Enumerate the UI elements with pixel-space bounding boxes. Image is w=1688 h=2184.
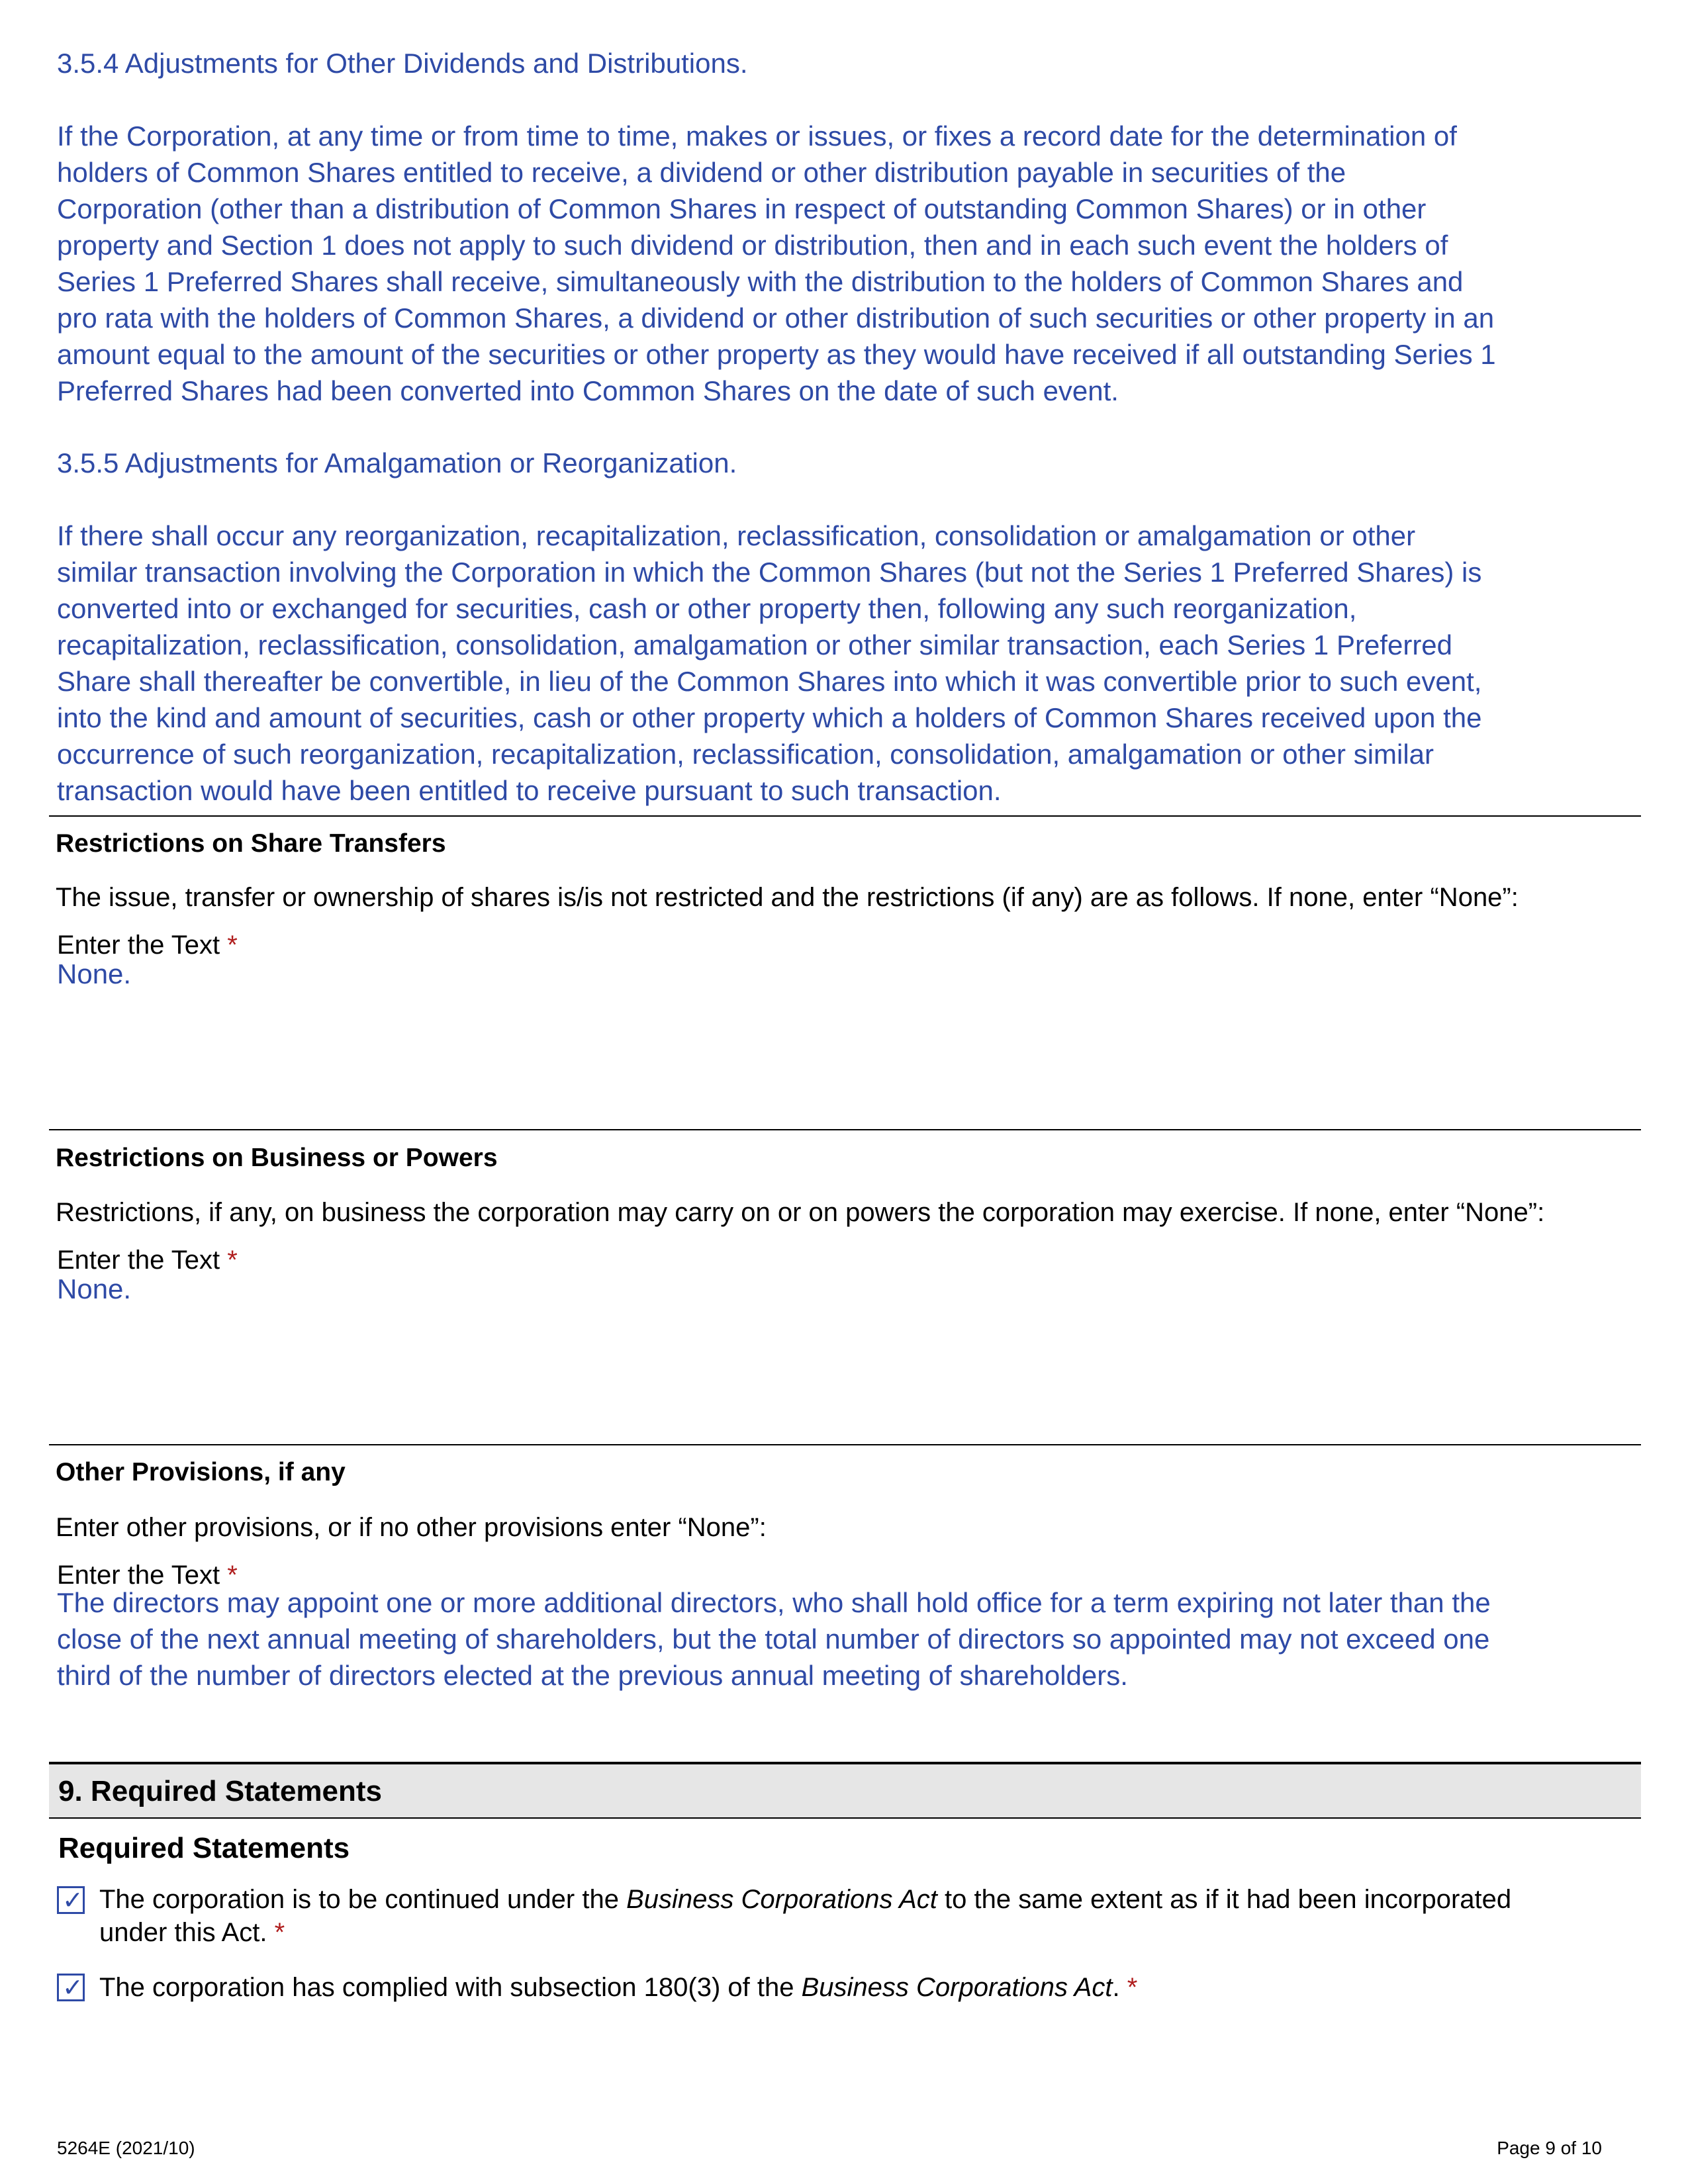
business-powers-field-label — [57, 1244, 238, 1276]
section-band — [49, 1762, 1641, 1819]
share-transfers-text-field[interactable]: None. — [57, 958, 132, 989]
business-powers-text-field[interactable]: None. — [57, 1273, 132, 1304]
body-line: recapitalization, reclassification, consolidation, amalgamation or other similar transaction, each Series 1 Preferred — [57, 629, 1453, 660]
statement-1-text — [99, 1883, 1511, 1949]
section-heading-3-5-4: 3.5.4 Adjustments for Other Dividends and Distributions. — [57, 48, 748, 79]
statement-text: under this Act. — [99, 1918, 267, 1947]
page-number: Page 9 of 10 — [1497, 2138, 1602, 2158]
body-line: If there shall occur any reorganization, recapitalization, reclassification, consolidation or amalgamation or other — [57, 520, 1416, 551]
field-label-text: Enter the Text — [57, 1246, 220, 1275]
body-line: holders of Common Shares entitled to receive, a dividend or other distribution payable in securities of the — [57, 157, 1346, 188]
required-asterisk: * — [274, 1918, 285, 1947]
statement-text: The corporation is to be continued under the — [99, 1885, 627, 1914]
business-powers-label: Restrictions on Business or Powers — [56, 1144, 498, 1172]
business-powers-prompt: Restrictions, if any, on business the corporation may carry on or on powers the corporation may exercise. If none, enter “None”: — [56, 1198, 1545, 1227]
section-body-3-5-4 — [57, 118, 1496, 409]
body-line: pro rata with the holders of Common Shares, a dividend or other distribution of such securities or other property in an — [57, 302, 1495, 334]
field-label-text: Enter the Text — [57, 931, 220, 960]
statement-text: The corporation has complied with subsection 180(3) of the — [99, 1973, 802, 2002]
statement-line — [99, 1971, 1137, 2004]
body-line: property and Section 1 does not apply to such dividend or distribution, then and in each such event the holders of — [57, 230, 1448, 261]
divider — [49, 1129, 1641, 1130]
statement-line — [99, 1883, 1511, 1916]
form-number: 5264E (2021/10) — [57, 2138, 195, 2158]
act-name: Business Corporations Act — [626, 1885, 937, 1914]
body-line: occurrence of such reorganization, recapitalization, reclassification, consolidation, amalgamation or other similar — [57, 739, 1434, 770]
field-label-text: Enter the Text — [57, 1561, 220, 1590]
required-asterisk: * — [227, 931, 238, 960]
body-line: Corporation (other than a distribution of Common Shares in respect of outstanding Common Shares) or in other — [57, 193, 1427, 224]
body-line: into the kind and amount of securities, cash or other property which a holders of Common Shares received upon the — [57, 702, 1482, 733]
other-provisions-prompt: Enter other provisions, or if no other provisions enter “None”: — [56, 1513, 767, 1542]
body-line: transaction would have been entitled to receive pursuant to such transaction. — [57, 775, 1002, 806]
body-line: Preferred Shares had been converted into Common Shares on the date of such event. — [57, 375, 1119, 406]
required-asterisk: * — [1127, 1973, 1138, 2002]
other-provisions-label: Other Provisions, if any — [56, 1458, 346, 1486]
body-line: similar transaction involving the Corporation in which the Common Shares (but not the Series 1 Preferred Shares) is — [57, 557, 1482, 588]
share-transfers-field-label — [57, 929, 238, 961]
checkmark-icon: ✓ — [62, 1886, 83, 1915]
body-line: If the Corporation, at any time or from time to time, makes or issues, or fixes a record date for the determination of — [57, 120, 1457, 152]
checkmark-icon: ✓ — [62, 1973, 83, 2002]
section-heading-3-5-5: 3.5.5 Adjustments for Amalgamation or Reorganization. — [57, 447, 737, 478]
required-statements-subtitle: Required Statements — [58, 1832, 350, 1864]
provision-line: third of the number of directors elected at the previous annual meeting of shareholders. — [57, 1660, 1128, 1691]
statement-2-checkbox[interactable] — [57, 1974, 85, 2001]
section-title: 9. Required Statements — [58, 1775, 383, 1807]
statement-line — [99, 1916, 1511, 1949]
other-provisions-text-field[interactable] — [57, 1584, 1632, 1694]
share-transfers-label: Restrictions on Share Transfers — [56, 829, 446, 858]
provision-line: close of the next annual meeting of shareholders, but the total number of directors so appointed may not exceed one — [57, 1623, 1490, 1655]
divider — [49, 815, 1641, 817]
body-line: Series 1 Preferred Shares shall receive, simultaneously with the distribution to the holders of Common Shares and — [57, 266, 1464, 297]
statement-text: to the same extent as if it had been incorporated — [937, 1885, 1512, 1914]
required-asterisk: * — [227, 1561, 238, 1590]
body-line: amount equal to the amount of the securities or other property as they would have received if all outstanding Series 1 — [57, 339, 1496, 370]
act-name: Business Corporations Act — [801, 1973, 1113, 2002]
share-transfers-prompt: The issue, transfer or ownership of shares is/is not restricted and the restrictions (if any) are as follows. If none, enter “None”: — [56, 883, 1519, 912]
body-line: converted into or exchanged for securities, cash or other property then, following any such reorganization, — [57, 593, 1357, 624]
statement-1-checkbox[interactable] — [57, 1886, 85, 1914]
statement-2-text — [99, 1971, 1137, 2004]
divider — [49, 1444, 1641, 1445]
section-body-3-5-5 — [57, 518, 1482, 809]
provision-line: The directors may appoint one or more additional directors, who shall hold office for a term expiring not later than the — [57, 1587, 1491, 1618]
body-line: Share shall thereafter be convertible, in lieu of the Common Shares into which it was convertible prior to such event, — [57, 666, 1482, 697]
statement-text: . — [1112, 1973, 1120, 2002]
required-asterisk: * — [227, 1246, 238, 1275]
